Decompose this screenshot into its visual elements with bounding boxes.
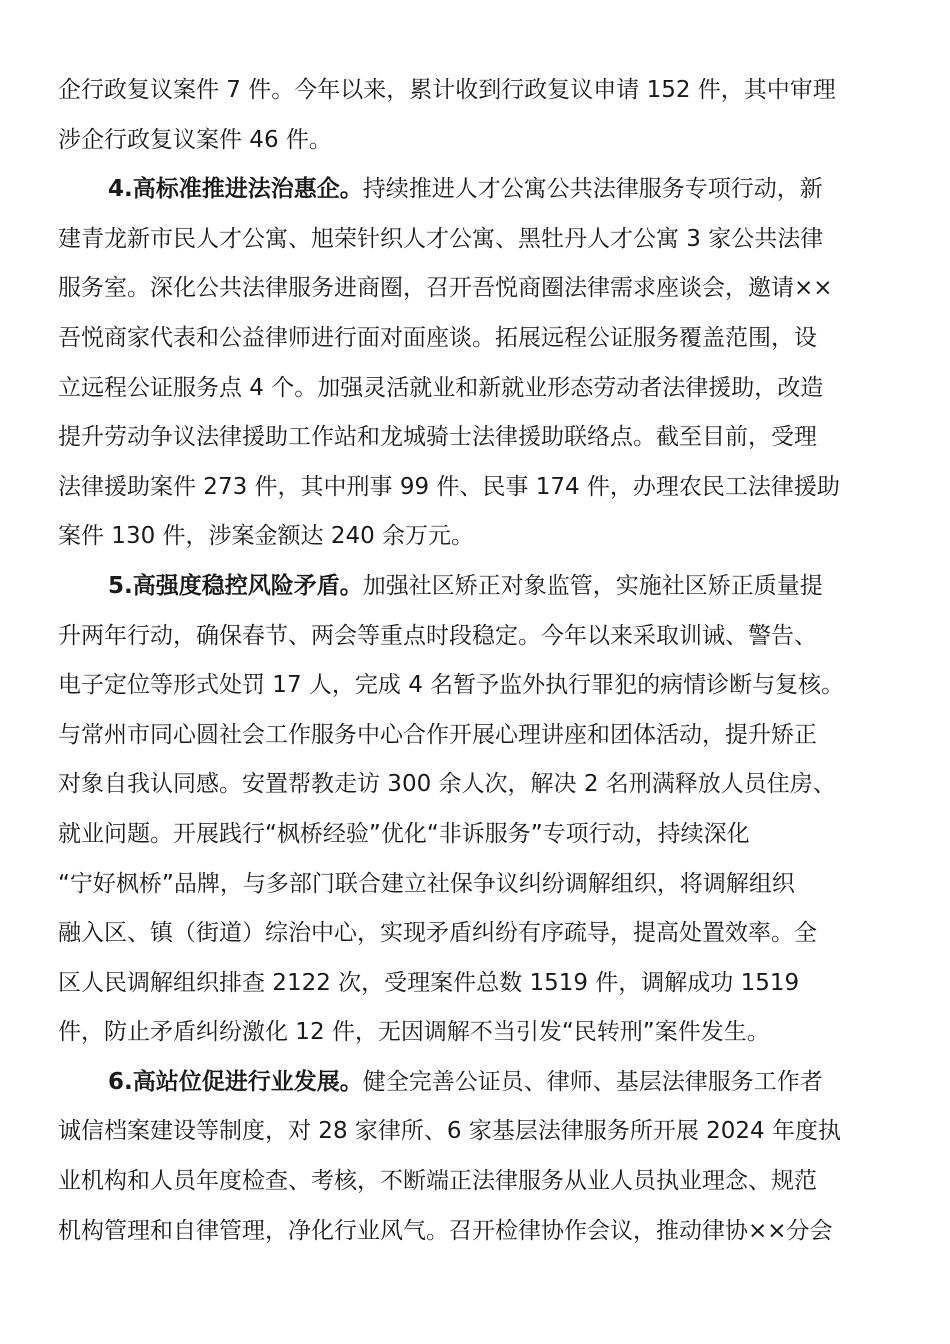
- text-run: 健全完善公证员、律师、基层法律服务工作者: [362, 1068, 823, 1095]
- text-run: 加强社区矫正对象监管，实施社区矫正质量提: [362, 572, 823, 599]
- text-line: 对象自我认同感。安置帮教走访 300 余人次，解决 2 名刑满释放人员住房、: [58, 771, 836, 798]
- section-heading: 6.高站位促进行业发展。: [108, 1068, 363, 1095]
- text-line: 电子定位等形式处罚 17 人，完成 4 名暂予监外执行罪犯的病情诊断与复核。: [58, 672, 845, 699]
- text-line: 案件 130 件，涉案金额达 240 余万元。: [58, 523, 475, 550]
- text-line: 服务室。深化公共法律服务进商圈，召开吾悦商圈法律需求座谈会，邀请××: [58, 275, 833, 302]
- text-line: 业机构和人员年度检查、考核，不断端正法律服务从业人员执业理念、规范: [58, 1168, 817, 1195]
- text-line: 区人民调解组织排查 2122 次，受理案件总数 1519 件，调解成功 1519: [58, 969, 800, 996]
- paragraph-first-line: [58, 1058, 894, 1108]
- document-body: [58, 66, 894, 1256]
- section-heading: 4.高标准推进法治惠企。: [108, 176, 363, 203]
- text-line: 立远程公证服务点 4 个。加强灵活就业和新就业形态劳动者法律援助，改造: [58, 374, 824, 401]
- text-line: 诚信档案建设等制度，对 28 家律所、6 家基层法律服务所开展 2024 年度执: [58, 1118, 841, 1145]
- text-line: 机构管理和自律管理，净化行业风气。召开检律协作会议，推动律协××分会: [58, 1217, 833, 1244]
- text-line: 法律援助案件 273 件，其中刑事 99 件、民事 174 件，办理农民工法律援助: [58, 473, 840, 500]
- text-line: 与常州市同心圆社会工作服务中心合作开展心理讲座和团体活动，提升矫正: [58, 721, 817, 748]
- section-heading: 5.高强度稳控风险矛盾。: [108, 572, 363, 599]
- text-line: 就业问题。开展践行“枫桥经验”优化“非诉服务”专项行动，持续深化: [58, 820, 750, 847]
- text-line: 涉企行政复议案件 46 件。: [58, 126, 332, 153]
- paragraph-first-line: [58, 165, 894, 215]
- text-line: 提升劳动争议法律援助工作站和龙城骑士法律援助联络点。截至目前，受理: [58, 424, 817, 451]
- text-run: 持续推进人才公寓公共法律服务专项行动，新: [362, 176, 823, 203]
- text-line: 吾悦商家代表和公益律师进行面对面座谈。拓展远程公证服务覆盖范围，设: [58, 324, 817, 351]
- text-line: 升两年行动，确保春节、两会等重点时段稳定。今年以来采取训诫、警告、: [58, 622, 817, 649]
- text-line: 件，防止矛盾纠纷激化 12 件，无因调解不当引发“民转刑”案件发生。: [58, 1019, 770, 1046]
- text-line: “宁好枫桥”品牌，与多部门联合建立社保争议纠纷调解组织，将调解组织: [58, 870, 795, 897]
- text-line: 建青龙新市民人才公寓、旭荣针织人才公寓、黑牡丹人才公寓 3 家公共法律: [58, 225, 824, 252]
- text-line: 融入区、镇（街道）综治中心，实现矛盾纠纷有序疏导，提高处置效率。全: [58, 920, 817, 947]
- text-line: 企行政复议案件 7 件。今年以来，累计收到行政复议申请 152 件，其中审理: [58, 77, 836, 103]
- paragraph-first-line: [58, 562, 894, 612]
